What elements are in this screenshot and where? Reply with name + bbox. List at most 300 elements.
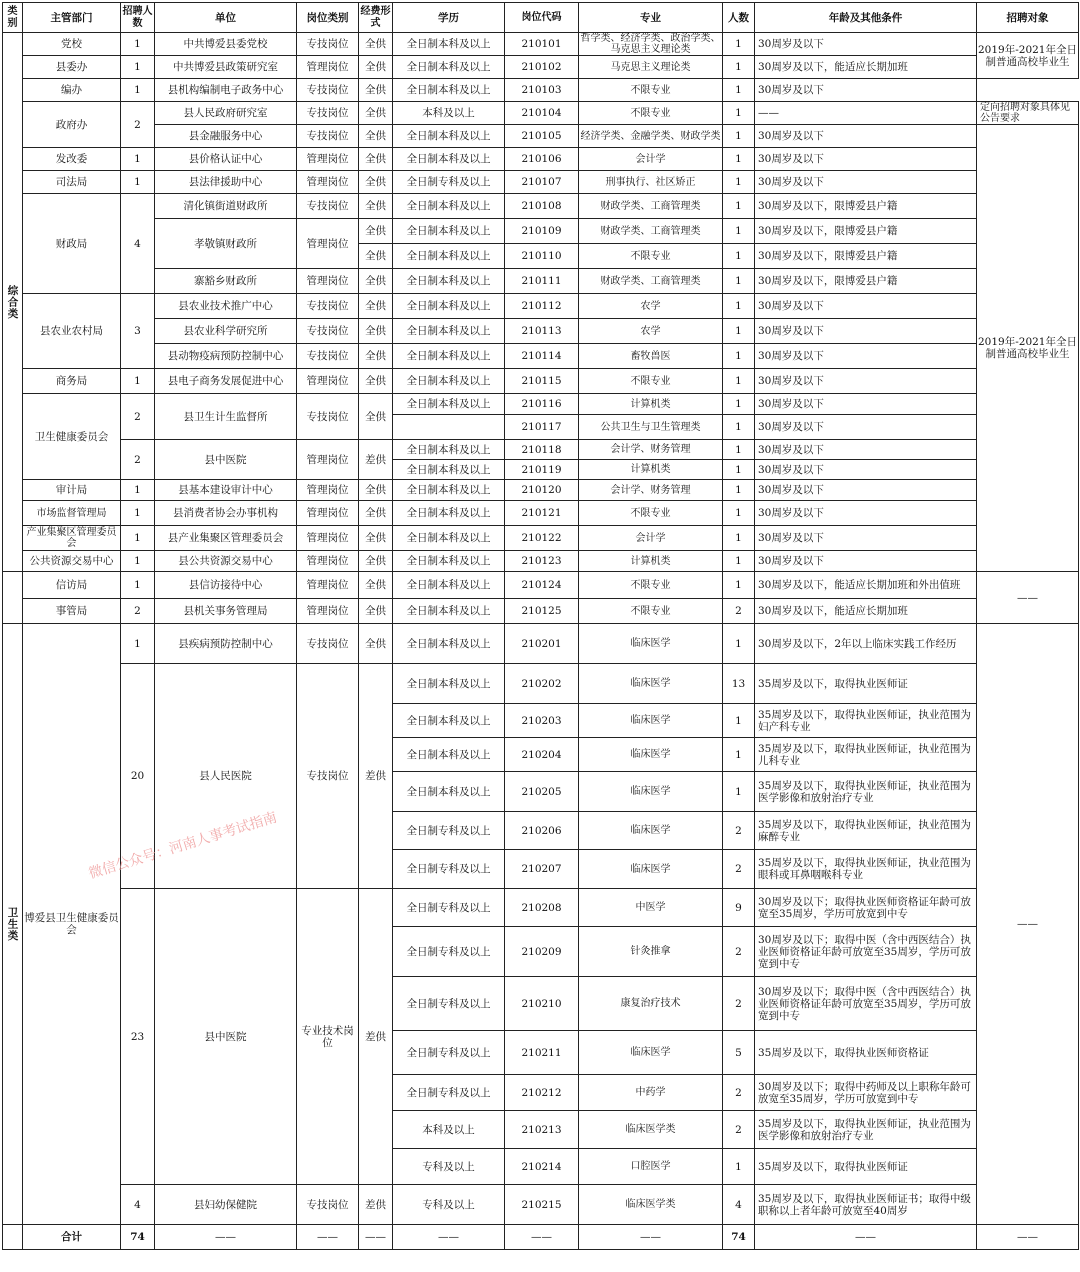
table-row	[3, 526, 1079, 551]
data-cell: 全日制本科及以上	[393, 194, 505, 219]
data-cell: 2	[121, 599, 155, 624]
data-cell: 1	[121, 572, 155, 599]
data-cell: 210201	[505, 624, 579, 664]
target-cell: 2019年-2021年全日制普通高校毕业生	[977, 125, 1079, 572]
data-cell: 全供	[359, 599, 393, 624]
data-cell: 全日制本科及以上	[393, 460, 505, 480]
data-cell: 210117	[505, 415, 579, 440]
total-cell: 74	[723, 1225, 755, 1250]
data-cell: 管理岗位	[297, 219, 359, 269]
data-cell: 全日制本科及以上	[393, 501, 505, 526]
data-cell: 35周岁及以下，取得执业医师证，执业范围为麻醉专业	[755, 812, 977, 850]
data-cell: 全日制本科及以上	[393, 33, 505, 56]
data-cell: 全日制专科及以上	[393, 850, 505, 889]
data-cell: 康复治疗技术	[579, 977, 723, 1031]
data-cell: 210208	[505, 889, 579, 927]
data-cell: 管理岗位	[297, 269, 359, 294]
data-cell: 1	[723, 269, 755, 294]
table-row	[3, 125, 1079, 148]
data-cell: 全日制本科及以上	[393, 319, 505, 344]
data-cell: 30周岁及以下	[755, 319, 977, 344]
data-cell: 2	[723, 599, 755, 624]
data-cell: 1	[723, 79, 755, 102]
data-cell: 财政学类、工商管理类	[579, 194, 723, 219]
data-cell: 13	[723, 664, 755, 704]
data-cell: 全日制本科及以上	[393, 148, 505, 171]
total-cell: ——	[359, 1225, 393, 1250]
data-cell: 全供	[359, 33, 393, 56]
data-cell: 1	[723, 704, 755, 738]
data-cell: 差供	[359, 1185, 393, 1225]
data-cell: 30周岁及以下，能适应长期加班	[755, 599, 977, 624]
data-cell: 哲学类、经济学类、政治学类、马克思主义理论类	[580, 33, 721, 55]
table-row	[3, 394, 1079, 415]
data-cell: 差供	[359, 440, 393, 480]
data-cell: 2	[723, 1111, 755, 1149]
data-cell: 1	[723, 319, 755, 344]
data-cell: 210119	[505, 460, 579, 480]
data-cell: 30周岁及以下，2年以上临床实践工作经历	[755, 624, 977, 664]
data-cell: 县疾病预防控制中心	[155, 624, 297, 664]
data-cell: 1	[723, 526, 755, 551]
data-cell: 35周岁及以下，取得执业医师证书；取得中级职称以上者年龄可放宽至40周岁	[755, 1185, 977, 1225]
data-cell: 全供	[359, 572, 393, 599]
table-row	[3, 624, 1079, 664]
data-cell: 2	[121, 394, 155, 440]
data-cell: 临床医学	[579, 738, 723, 772]
data-cell: 35周岁及以下，取得执业医师证，执业范围为眼科或耳鼻咽喉科专业	[755, 850, 977, 889]
data-cell: 1	[121, 624, 155, 664]
data-cell: 30周岁及以下，能适应长期加班和外出值班	[755, 572, 977, 599]
data-cell: 210107	[505, 171, 579, 194]
data-cell: 210205	[505, 772, 579, 812]
data-cell: 全日制专科及以上	[393, 927, 505, 977]
data-cell: 全日制本科及以上	[393, 772, 505, 812]
data-cell: 商务局	[23, 369, 121, 394]
data-cell: 专技岗位	[297, 294, 359, 319]
column-header: 岗位代码	[505, 3, 579, 33]
data-cell: 全供	[359, 501, 393, 526]
data-cell: 1	[723, 171, 755, 194]
data-cell	[393, 415, 505, 440]
data-cell: 1	[723, 148, 755, 171]
data-cell: 全供	[359, 369, 393, 394]
data-cell: 210210	[505, 977, 579, 1031]
data-cell: 管理岗位	[297, 599, 359, 624]
table-row	[3, 219, 1079, 244]
data-cell: 不限专业	[579, 369, 723, 394]
data-cell: 210209	[505, 927, 579, 977]
data-cell: 210101	[505, 33, 579, 56]
data-cell: 不限专业	[579, 244, 723, 269]
data-cell: 210116	[505, 394, 579, 415]
data-cell: 本科及以上	[393, 102, 505, 125]
data-cell: 县机构编制电子政务中心	[155, 79, 297, 102]
data-cell: 不限专业	[579, 599, 723, 624]
data-cell: 临床医学	[579, 772, 723, 812]
table-row	[3, 551, 1079, 572]
data-cell: 县产业集聚区管理委员会	[155, 526, 297, 551]
data-cell: 县中医院	[155, 889, 297, 1185]
data-cell: 2	[723, 850, 755, 889]
data-cell: 全日制本科及以上	[393, 344, 505, 369]
data-cell: 1	[121, 480, 155, 501]
data-cell: 全日制专科及以上	[393, 812, 505, 850]
data-cell: 1	[723, 738, 755, 772]
data-cell: 210211	[505, 1031, 579, 1075]
data-cell: 35周岁及以下，取得执业医师证，执业范围为儿科专业	[755, 738, 977, 772]
data-cell: 1	[723, 480, 755, 501]
data-cell: 市场监督管理局	[23, 501, 121, 526]
data-cell: 30周岁及以下	[755, 551, 977, 572]
data-cell: 县农业技术推广中心	[155, 294, 297, 319]
data-cell: 210215	[505, 1185, 579, 1225]
data-cell: 不限专业	[579, 572, 723, 599]
data-cell: 财政学类、工商管理类	[579, 219, 723, 244]
data-cell: 县消费者协会办事机构	[155, 501, 297, 526]
data-cell: 1	[723, 344, 755, 369]
data-cell: 1	[723, 194, 755, 219]
data-cell: 全日制本科及以上	[393, 219, 505, 244]
data-cell: 会计学、财务管理	[579, 480, 723, 501]
data-cell: 1	[723, 572, 755, 599]
data-cell: 农学	[579, 294, 723, 319]
data-cell: 全日制本科及以上	[393, 394, 505, 415]
data-cell: 全日制专科及以上	[393, 1075, 505, 1111]
data-cell: 县妇幼保健院	[155, 1185, 297, 1225]
column-header: 招聘对象	[977, 3, 1079, 33]
data-cell: 30周岁及以下，限博爱县户籍	[755, 194, 977, 219]
total-cell: ——	[393, 1225, 505, 1250]
data-cell: 全日制本科及以上	[393, 125, 505, 148]
data-cell: 卫生健康委员会	[23, 394, 121, 480]
data-cell: 全供	[359, 319, 393, 344]
table-row	[3, 369, 1079, 394]
data-cell: 全日制本科及以上	[393, 624, 505, 664]
data-cell: 210108	[505, 194, 579, 219]
data-cell: 全供	[359, 171, 393, 194]
data-cell: 临床医学	[579, 812, 723, 850]
data-cell: 不限专业	[579, 79, 723, 102]
table-row	[3, 56, 1079, 79]
data-cell: 口腔医学	[579, 1149, 723, 1185]
table-row	[3, 148, 1079, 171]
data-cell: 1	[723, 624, 755, 664]
data-cell: 县机关事务管理局	[155, 599, 297, 624]
data-cell: 管理岗位	[297, 572, 359, 599]
data-cell: 30周岁及以下，能适应长期加班	[755, 56, 977, 79]
data-cell: 全日制本科及以上	[393, 551, 505, 572]
data-cell: 中医学	[579, 889, 723, 927]
data-cell: 县农业科学研究所	[155, 319, 297, 344]
data-cell: 事管局	[23, 599, 121, 624]
data-cell: 30周岁及以下	[755, 440, 977, 460]
data-cell: 会计学	[579, 148, 723, 171]
data-cell: 专业技术岗位	[297, 889, 359, 1185]
data-cell: 30周岁及以下	[755, 344, 977, 369]
data-cell: 会计学、财务管理	[579, 440, 723, 460]
data-cell: 管理岗位	[297, 440, 359, 480]
column-header: 主管部门	[23, 3, 121, 33]
data-cell: 全供	[359, 219, 393, 244]
totals-row	[3, 1225, 1079, 1250]
data-cell: 专技岗位	[297, 624, 359, 664]
data-cell: 1	[723, 33, 755, 56]
data-cell: 1	[723, 56, 755, 79]
table-row	[3, 171, 1079, 194]
data-cell: 210203	[505, 704, 579, 738]
data-cell: 1	[723, 369, 755, 394]
data-cell: 全日制本科及以上	[393, 369, 505, 394]
data-cell: 产业集聚区管理委员会	[23, 526, 121, 551]
data-cell: 县价格认证中心	[155, 148, 297, 171]
data-cell: 全日制本科及以上	[393, 704, 505, 738]
data-cell: 全日制专科及以上	[393, 889, 505, 927]
data-cell: 1	[121, 501, 155, 526]
data-cell: 全供	[359, 148, 393, 171]
data-cell: 专技岗位	[297, 194, 359, 219]
data-cell: 30周岁及以下	[755, 415, 977, 440]
data-cell: 1	[723, 440, 755, 460]
data-cell: 全日制本科及以上	[393, 572, 505, 599]
total-cell: 74	[121, 1225, 155, 1250]
data-cell: 30周岁及以下	[755, 480, 977, 501]
category-cell: 综合类	[3, 33, 23, 572]
data-cell: 1	[121, 526, 155, 551]
data-cell: 210114	[505, 344, 579, 369]
data-cell: 35周岁及以下，取得执业医师证，执业范围为妇产科专业	[755, 704, 977, 738]
table-row	[3, 572, 1079, 599]
data-cell: 县法律援助中心	[155, 171, 297, 194]
data-cell: 2	[121, 440, 155, 480]
data-cell: 县金融服务中心	[155, 125, 297, 148]
data-cell: 全日制本科及以上	[393, 244, 505, 269]
table-row	[3, 480, 1079, 501]
data-cell: 210118	[505, 440, 579, 460]
data-cell: 全日制专科及以上	[393, 977, 505, 1031]
data-cell: 30周岁及以下	[755, 526, 977, 551]
table-row	[3, 194, 1079, 219]
data-cell: 全供	[359, 79, 393, 102]
data-cell: 中共博爱县政策研究室	[155, 56, 297, 79]
data-cell: 县动物疫病预防控制中心	[155, 344, 297, 369]
data-cell: 计算机类	[579, 460, 723, 480]
data-cell: 30周岁及以下	[755, 394, 977, 415]
data-cell: 210207	[505, 850, 579, 889]
data-cell: 博爱县卫生健康委员会	[23, 624, 121, 1225]
data-cell: 计算机类	[579, 551, 723, 572]
data-cell: 中药学	[579, 1075, 723, 1111]
data-cell: 中共博爱县委党校	[155, 33, 297, 56]
data-cell: 全日制本科及以上	[393, 56, 505, 79]
data-cell: 全供	[359, 102, 393, 125]
target-cell: ——	[977, 572, 1079, 624]
data-cell: 1	[121, 551, 155, 572]
data-cell: 全供	[359, 344, 393, 369]
data-cell: 1	[121, 369, 155, 394]
header-row	[3, 3, 1079, 33]
table-row	[3, 599, 1079, 624]
target-cell: ——	[977, 624, 1079, 1225]
data-cell: 管理岗位	[297, 480, 359, 501]
data-cell: 9	[723, 889, 755, 927]
data-cell: 30周岁及以下	[755, 125, 977, 148]
column-header: 招聘人数	[121, 3, 155, 33]
target-cell: 定向招聘对象具体见公告要求	[977, 102, 1079, 125]
data-cell: 210213	[505, 1111, 579, 1149]
data-cell: 全供	[359, 194, 393, 219]
data-cell: 4	[121, 1185, 155, 1225]
data-cell: 全供	[359, 551, 393, 572]
data-cell: 210125	[505, 599, 579, 624]
data-cell: 财政学类、工商管理类	[579, 269, 723, 294]
data-cell: 不限专业	[579, 102, 723, 125]
cell	[3, 572, 23, 624]
data-cell: 管理岗位	[297, 526, 359, 551]
data-cell: 1	[723, 460, 755, 480]
data-cell: 县农业农村局	[23, 294, 121, 369]
recruitment-table	[2, 2, 1079, 1250]
data-cell: 财政局	[23, 194, 121, 294]
column-header: 经费形式	[359, 3, 393, 33]
data-cell: 会计学	[579, 526, 723, 551]
data-cell: 1	[723, 125, 755, 148]
column-header: 学历	[393, 3, 505, 33]
data-cell: 30周岁及以下	[755, 148, 977, 171]
data-cell: 县人民医院	[155, 664, 297, 889]
data-cell: 30周岁及以下	[755, 501, 977, 526]
data-cell: 2	[723, 1075, 755, 1111]
data-cell: 公共卫生与卫生管理类	[579, 415, 723, 440]
column-header: 类别	[3, 3, 23, 33]
data-cell: 210113	[505, 319, 579, 344]
data-cell: 计算机类	[579, 394, 723, 415]
data-cell: 30周岁及以下；取得执业医师资格证年龄可放宽至35周岁，学历可放宽到中专	[755, 889, 977, 927]
data-cell: 临床医学	[579, 624, 723, 664]
data-cell: 全供	[359, 480, 393, 501]
data-cell: 210202	[505, 664, 579, 704]
data-cell: 专技岗位	[297, 344, 359, 369]
data-cell: 畜牧兽医	[579, 344, 723, 369]
data-cell: 专技岗位	[297, 102, 359, 125]
data-cell: 公共资源交易中心	[23, 551, 121, 572]
data-cell: 县信访接待中心	[155, 572, 297, 599]
data-cell: 1	[121, 171, 155, 194]
data-cell: 管理岗位	[297, 148, 359, 171]
data-cell: 2	[723, 927, 755, 977]
data-cell: 党校	[23, 33, 121, 56]
data-cell: 1	[121, 56, 155, 79]
data-cell: 专科及以上	[393, 1149, 505, 1185]
data-cell: 210212	[505, 1075, 579, 1111]
data-cell: 县电子商务发展促进中心	[155, 369, 297, 394]
data-cell: 210105	[505, 125, 579, 148]
data-cell: 30周岁及以下，限博爱县户籍	[755, 244, 977, 269]
data-cell: 210110	[505, 244, 579, 269]
data-cell: 司法局	[23, 171, 121, 194]
data-cell: 专技岗位	[297, 79, 359, 102]
data-cell: 管理岗位	[297, 171, 359, 194]
data-cell: 针灸推拿	[579, 927, 723, 977]
data-cell: 210206	[505, 812, 579, 850]
data-cell: 30周岁及以下；取得中医（含中西医结合）执业医师资格证年龄可放宽至35周岁，学历可放宽到中专	[755, 977, 977, 1031]
data-cell: 4	[121, 194, 155, 294]
table-row	[3, 501, 1079, 526]
total-cell: ——	[505, 1225, 579, 1250]
data-cell: 专技岗位	[297, 1185, 359, 1225]
data-cell: 临床医学	[579, 850, 723, 889]
total-cell: ——	[755, 1225, 977, 1250]
data-cell: 30周岁及以下	[755, 460, 977, 480]
data-cell: 210111	[505, 269, 579, 294]
total-cell: ——	[977, 1225, 1079, 1250]
data-cell: 临床医学	[579, 704, 723, 738]
table-row	[3, 79, 1079, 102]
data-cell: 210104	[505, 102, 579, 125]
data-cell: 2	[723, 977, 755, 1031]
data-cell: 1	[723, 501, 755, 526]
data-cell: 全日制本科及以上	[393, 664, 505, 704]
data-cell: 35周岁及以下，取得执业医师资格证	[755, 1031, 977, 1075]
data-cell: 1	[121, 33, 155, 56]
column-header: 专业	[579, 3, 723, 33]
data-cell: 210214	[505, 1149, 579, 1185]
data-cell: 管理岗位	[297, 369, 359, 394]
data-cell: 编办	[23, 79, 121, 102]
table-row	[3, 319, 1079, 344]
total-cell: 合计	[23, 1225, 121, 1250]
data-cell: 县委办	[23, 56, 121, 79]
target-cell: 2019年-2021年全日制普通高校毕业生	[977, 33, 1079, 79]
data-cell: 专科及以上	[393, 1185, 505, 1225]
data-cell: 1	[723, 394, 755, 415]
data-cell: 30周岁及以下	[755, 171, 977, 194]
total-cell: ——	[297, 1225, 359, 1250]
data-cell: 全日制本科及以上	[393, 599, 505, 624]
table-row	[3, 440, 1079, 460]
data-cell: 管理岗位	[297, 551, 359, 572]
table-row	[3, 102, 1079, 125]
data-cell: 专技岗位	[297, 33, 359, 56]
data-cell: 临床医学	[579, 664, 723, 704]
column-header: 人数	[723, 3, 755, 33]
data-cell: 信访局	[23, 572, 121, 599]
data-cell: 210122	[505, 526, 579, 551]
data-cell: ——	[755, 102, 977, 125]
data-cell: 1	[723, 1149, 755, 1185]
data-cell: 全供	[359, 394, 393, 440]
data-cell: 全供	[359, 526, 393, 551]
data-cell: 30周岁及以下	[755, 33, 977, 56]
data-cell: 210103	[505, 79, 579, 102]
data-cell: 210109	[505, 219, 579, 244]
data-cell: 经济学类、金融学类、财政学类	[579, 125, 723, 148]
data-cell: 30周岁及以下	[755, 369, 977, 394]
table-row	[3, 664, 1079, 704]
data-cell: 清化镇街道财政所	[155, 194, 297, 219]
data-cell: 全日制本科及以上	[393, 440, 505, 460]
data-cell: 全日制专科及以上	[393, 171, 505, 194]
data-cell: 全日制本科及以上	[393, 526, 505, 551]
data-cell: 全日制专科及以上	[393, 1031, 505, 1075]
data-cell: 县人民政府研究室	[155, 102, 297, 125]
data-cell: 210120	[505, 480, 579, 501]
data-cell: 4	[723, 1185, 755, 1225]
total-cell: ——	[579, 1225, 723, 1250]
data-cell: 1	[723, 219, 755, 244]
data-cell: 1	[121, 79, 155, 102]
data-cell: 差供	[359, 664, 393, 889]
